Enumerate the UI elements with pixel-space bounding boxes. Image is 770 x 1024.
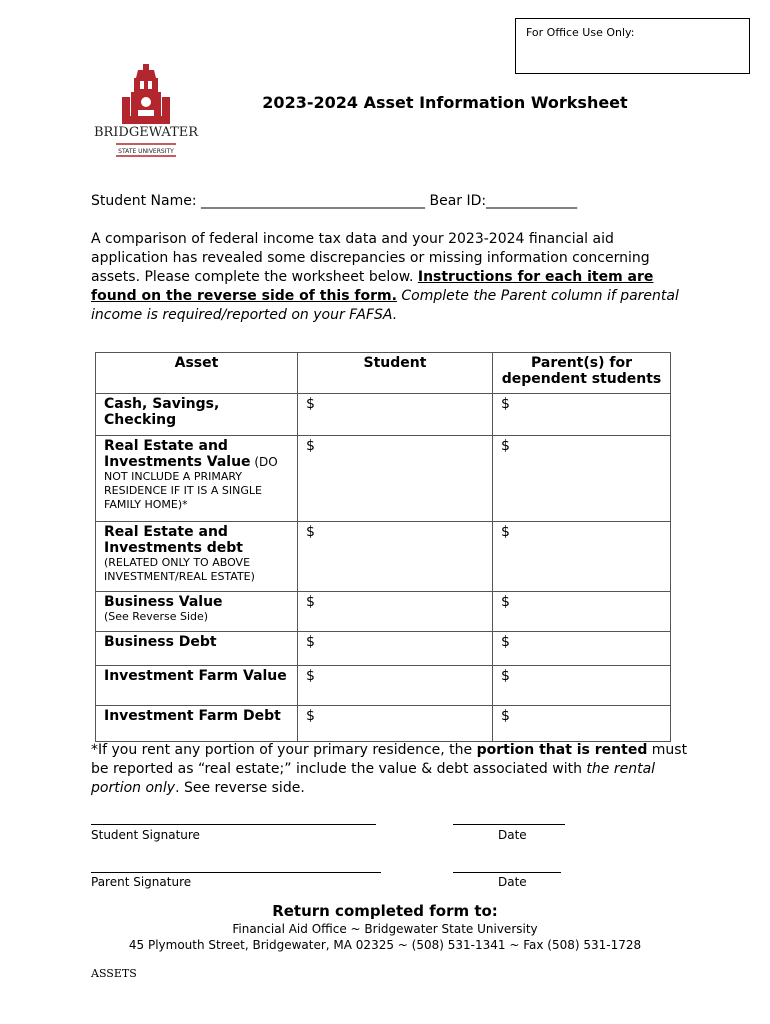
parent-amount-field[interactable]: $ [493, 632, 671, 666]
student-date-line[interactable] [453, 810, 565, 825]
header-asset: Asset [96, 353, 298, 394]
table-row: Real Estate and Investments Value (DO NOT INCLUDE A PRIMARY RESIDENCE IF IT IS A SINGLE FAMILY HOME)* $ $ [96, 436, 671, 522]
asset-table [95, 352, 671, 742]
asset-name: Real Estate and Investments debt [104, 524, 244, 556]
asset-name: Business Value [104, 594, 223, 610]
page-title: 2023-2024 Asset Information Worksheet [262, 93, 628, 112]
student-amount-field[interactable]: $ [298, 666, 493, 706]
return-address-line2: 45 Plymouth Street, Bridgewater, MA 02325 ~ (508) 531-1341 ~ Fax (508) 531-1728 [128, 938, 642, 952]
parent-amount-field[interactable]: $ [493, 436, 671, 522]
asset-name: Investment Farm Value [104, 668, 287, 684]
parent-amount-field[interactable]: $ [493, 592, 671, 632]
parent-amount-field[interactable]: $ [493, 666, 671, 706]
parent-column-note: Complete the Parent column if parental income is required/reported on your FAFSA. [91, 288, 679, 323]
form-code: ASSETS [91, 967, 137, 980]
student-amount-field[interactable]: $ [298, 522, 493, 592]
university-logo [86, 64, 206, 164]
asset-name: Cash, Savings, Checking [104, 396, 220, 428]
asset-name: Business Debt [104, 634, 217, 650]
return-title: Return completed form to: [272, 902, 498, 920]
table-row [96, 632, 671, 666]
parent-amount-field[interactable]: $ [493, 394, 671, 436]
student-name-label: Student Name: [91, 193, 202, 209]
svg-text:STATE UNIVERSITY: STATE UNIVERSITY [118, 148, 174, 155]
bear-id-field[interactable]: _____________ [486, 193, 578, 209]
parent-date-label: Date [498, 875, 527, 889]
student-signature-line[interactable] [91, 810, 376, 825]
student-date-label: Date [498, 828, 527, 842]
asset-note: (See Reverse Side) [104, 610, 209, 623]
asset-note: (RELATED ONLY TO ABOVE INVESTMENT/REAL ESTATE) [104, 556, 255, 583]
parent-amount-field[interactable]: $ [493, 522, 671, 592]
asset-name: Investment Farm Debt [104, 708, 281, 724]
student-amount-field[interactable]: $ [298, 592, 493, 632]
return-address-line1: Financial Aid Office ~ Bridgewater State University [232, 922, 538, 936]
table-row [96, 394, 671, 436]
svg-text:BRIDGEWATER: BRIDGEWATER [93, 125, 199, 140]
table-row [96, 522, 671, 592]
parent-amount-field[interactable]: $ [493, 706, 671, 742]
student-name-row [91, 193, 577, 209]
header-parent: Parent(s) for dependent students [493, 353, 671, 394]
student-amount-field[interactable]: $ [298, 436, 493, 522]
student-name-field[interactable]: ________________________________ [201, 193, 426, 209]
bear-id-label: Bear ID: [425, 193, 487, 209]
rental-footnote: *If you rent any portion of your primary residence, the portion that is rented must be reported as “real estate;” include the value & debt associated with the rental portion only. See reverse side. [91, 742, 688, 796]
intro-paragraph: A comparison of federal income tax data and your 2023-2024 financial aid application has revealed some discrepancies or missing information concerning assets. Please complete the worksheet below. Instructions for each item are found on the reverse side of this form. Complete the Parent column if parental income is required/reported on your FAFSA. [91, 231, 679, 323]
asset-name: Real Estate and Investments Value [104, 438, 251, 470]
office-use-box [515, 18, 750, 74]
parent-date-line[interactable] [453, 858, 561, 873]
table-row [96, 666, 671, 706]
student-amount-field[interactable]: $ [298, 632, 493, 666]
instructions-note: Instructions for each item are found on the reverse side of this form. [91, 269, 654, 304]
table-row [96, 592, 671, 632]
asset-note: NOT INCLUDE A PRIMARY RESIDENCE IF IT IS A SINGLE FAMILY HOME)* [104, 470, 262, 511]
student-amount-field[interactable]: $ [298, 706, 493, 742]
office-use-label: For Office Use Only: [526, 26, 635, 39]
table-header-row [96, 353, 671, 394]
student-amount-field[interactable]: $ [298, 394, 493, 436]
student-signature-label: Student Signature [91, 828, 200, 842]
parent-signature-line[interactable] [91, 858, 381, 873]
parent-signature-label: Parent Signature [91, 875, 192, 889]
header-student: Student [298, 353, 493, 394]
tower-icon [86, 64, 206, 164]
table-row [96, 706, 671, 742]
